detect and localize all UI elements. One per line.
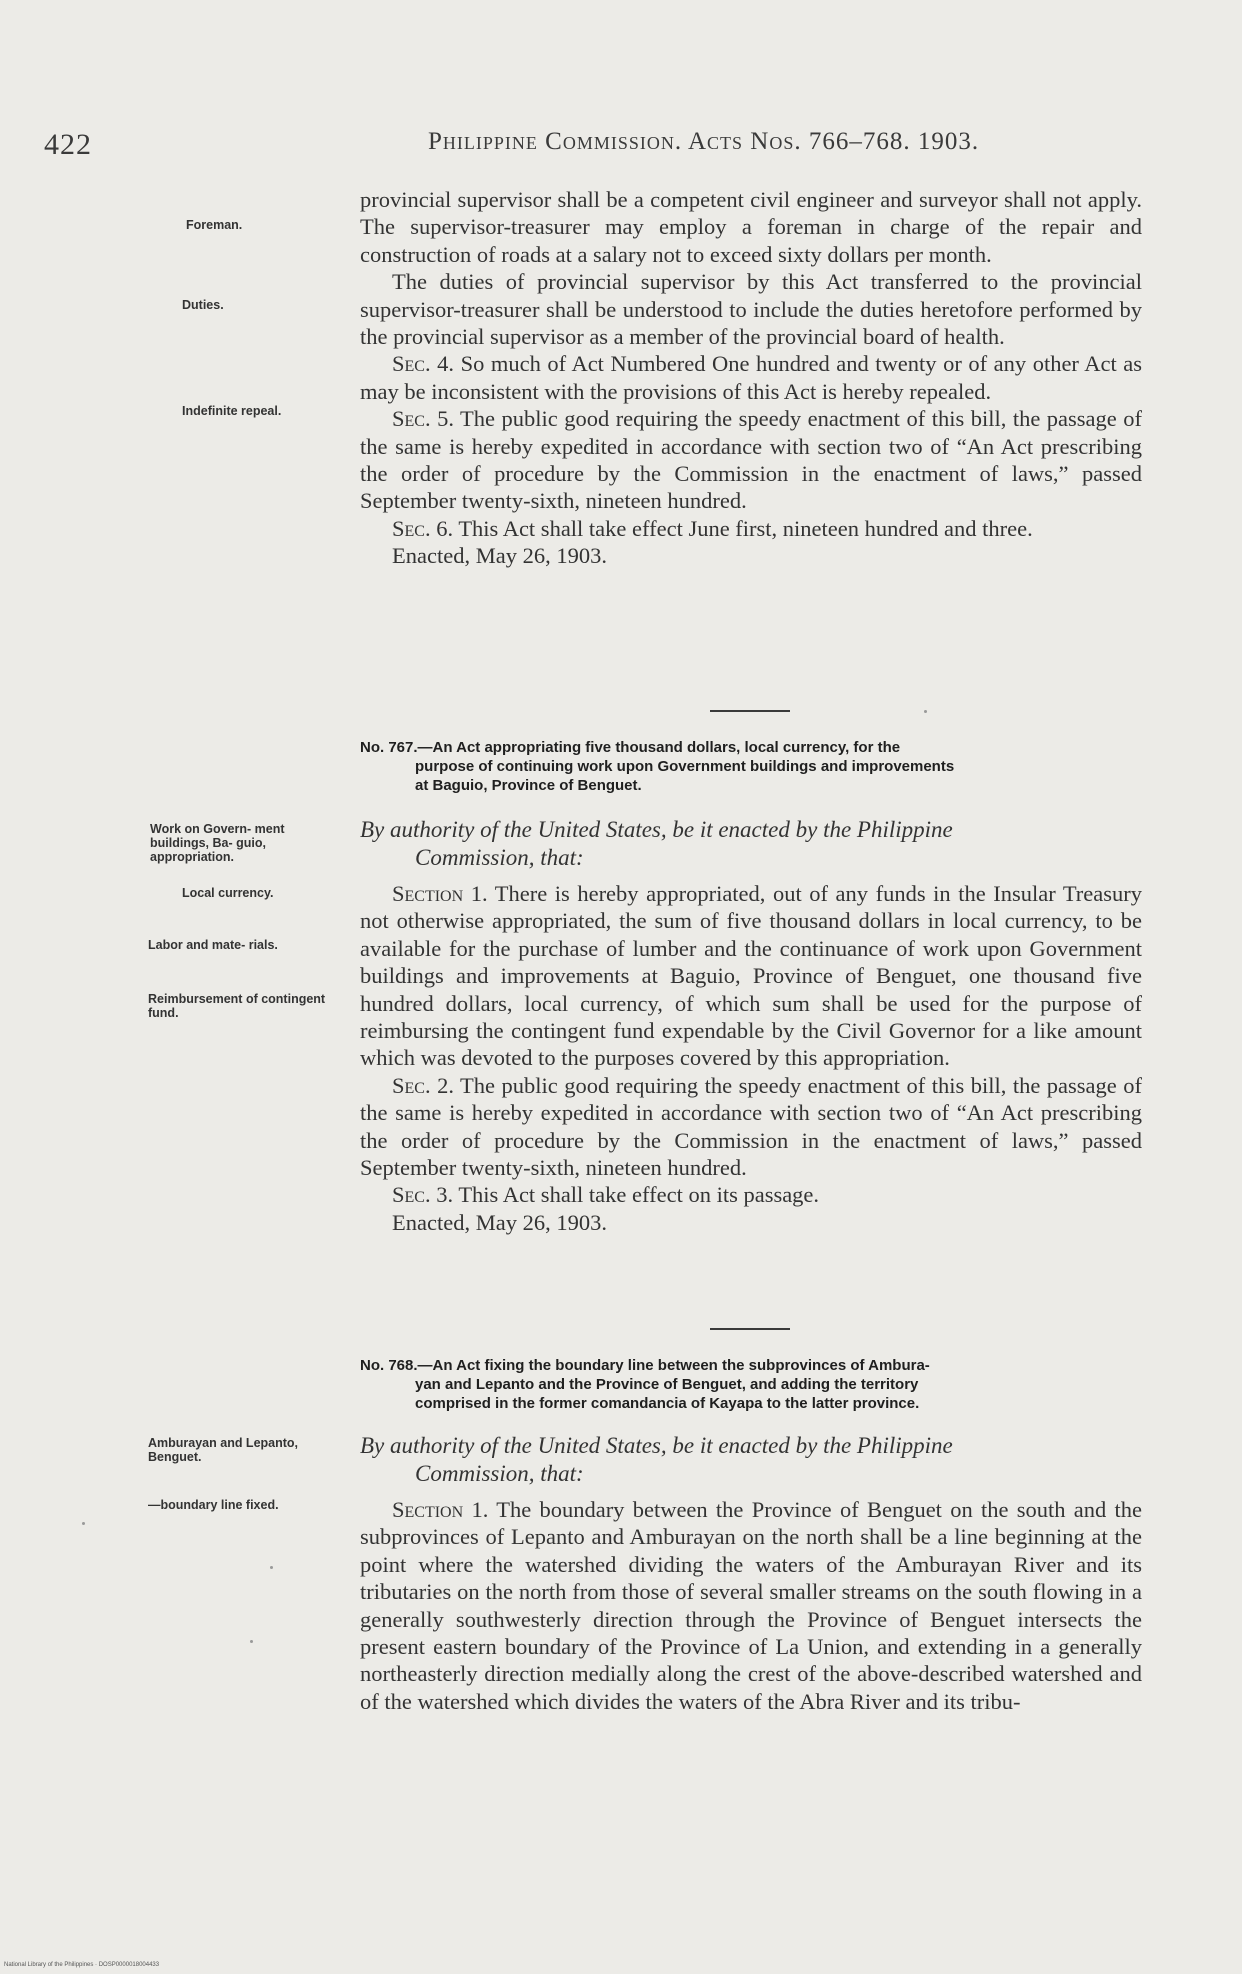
enacting-line-2: Commission, that: <box>415 1461 584 1486</box>
act-767-sec-3 <box>360 1181 1142 1208</box>
sec-label: Sec. 2. <box>392 1072 454 1098</box>
act-767-text <box>360 880 1142 1236</box>
enacting-line-2: Commission, that: <box>415 845 584 870</box>
act-766-para-2: The duties of provincial supervisor by this Act transferred to the provincial supervisor-treasurer shall be understood to include the duties heretofore performed by the provincial supervisor as a member of the provincial board of health. <box>360 269 1142 350</box>
act-766-sec-5 <box>360 405 1142 515</box>
act-767-title <box>360 738 1180 795</box>
act-767-title-line-2: purpose of continuing work upon Government buildings and improvements <box>415 758 955 775</box>
sec-text: This Act shall take effect on its passage. <box>458 1182 820 1208</box>
act-767-sec-2 <box>360 1072 1142 1182</box>
act-768-title-line-1: No. 768.—An Act fixing the boundary line between the subprovinces of Ambura- <box>360 1357 930 1374</box>
scan-credit: National Library of the Philippines · DOSP0000018004433 <box>4 1962 160 1968</box>
act-767-title-line-1: No. 767.—An Act appropriating five thousand dollars, local currency, for the <box>360 739 901 756</box>
act-766-enacted: Enacted, May 26, 1903. <box>392 543 607 569</box>
sec-label: Section 1. <box>392 1497 489 1522</box>
sec-label: Sec. 3. <box>392 1182 454 1208</box>
scan-speck <box>270 1566 273 1569</box>
act-767-enacting-clause <box>360 816 1150 872</box>
sec-label: Sec. 4. <box>392 351 455 377</box>
margin-note-boundary-line: —boundary line fixed. <box>148 1498 279 1512</box>
act-766-sec-6 <box>360 515 1142 542</box>
act-766-text <box>360 186 1142 570</box>
act-768-title <box>360 1356 1180 1413</box>
act-768-title-line-3: comprised in the former comandancia of Kayapa to the latter province. <box>415 1395 920 1412</box>
act-767-title-line-3: at Baguio, Province of Benguet. <box>415 777 642 794</box>
act-767-enacted: Enacted, May 26, 1903. <box>392 1209 607 1235</box>
act-766-sec-4 <box>360 350 1142 405</box>
margin-note-local-currency: Local currency. <box>182 886 274 900</box>
sec-text: The public good requiring the speedy enactment of this bill, the passage of the same is hereby expedited in accordance with section two of “An Act prescribing the order of procedure by the Commission in the enactment of laws,” passed September twenty-sixth, nineteen hundred. <box>360 1072 1142 1181</box>
act-768-text <box>360 1496 1142 1715</box>
scan-speck <box>82 1522 85 1525</box>
margin-note-work-on-buildings: Work on Govern- ment buildings, Ba- guio, appropriation. <box>150 822 285 864</box>
section-divider <box>710 1328 790 1330</box>
act-768-enacting-clause <box>360 1432 1150 1488</box>
sec-label: Section 1. <box>392 881 488 906</box>
sec-text: So much of Act Numbered One hundred and twenty or of any other Act as may be inconsistent with the provisions of this Act is hereby repealed. <box>360 351 1142 404</box>
sec-text: The public good requiring the speedy enactment of this bill, the passage of the same is hereby expedited in accordance with section two of “An Act prescribing the order of procedure by the Commission in the enactment of laws,” passed September twenty-sixth, nineteen hundred. <box>360 406 1142 514</box>
margin-note-amburayan: Amburayan and Lepanto, Benguet. <box>148 1436 299 1464</box>
scan-speck <box>924 710 927 713</box>
act-768-title-line-2: yan and Lepanto and the Province of Benguet, and adding the territory <box>415 1376 919 1393</box>
act-768-sec-1 <box>360 1496 1142 1715</box>
page-number: 422 <box>44 128 92 161</box>
act-767-sec-1 <box>360 880 1142 1072</box>
margin-note-foreman: Foreman. <box>186 218 243 232</box>
margin-note-duties: Duties. <box>182 298 224 312</box>
enacting-line-1: By authority of the United States, be it enacted by the Philippine <box>360 817 953 842</box>
margin-note-reimbursement: Reimbursement of contingent fund. <box>148 992 326 1020</box>
margin-note-indefinite-repeal: Indefinite repeal. <box>182 404 282 418</box>
sec-text: The boundary between the Province of Benguet on the south and the subprovinces of Lepanto and Amburayan on the north shall be a line beginning at the point where the watershed dividing the waters of the Amburayan River and its tributaries on the north from those of several smaller streams on the south flowing in a generally southwesterly direction through the Province of Benguet intersects the present eastern boundary of the Province of La Union, and extending in a generally northeasterly direction medially along the crest of the above-described watershed and of the watershed which divides the waters of the Abra River and its tribu- <box>360 1497 1143 1714</box>
section-divider <box>710 710 790 712</box>
margin-note-labor-materials: Labor and mate- rials. <box>148 938 278 952</box>
sec-text: This Act shall take effect June first, nineteen hundred and three. <box>458 515 1033 541</box>
sec-label: Sec. 5. <box>392 406 454 432</box>
scan-speck <box>250 1640 253 1643</box>
running-header: Philippine Commission. Acts Nos. 766–768. 1903. <box>428 128 980 155</box>
sec-label: Sec. 6. <box>392 515 454 541</box>
enacting-line-1: By authority of the United States, be it enacted by the Philippine <box>360 1433 953 1458</box>
sec-text: There is hereby appropriated, out of any funds in the Insular Treasury not otherwise appropriated, the sum of five thousand dollars in local currency, to be available for the purchase of lumber and the continuance of work upon Government buildings and improvements at Baguio, Province of Benguet, one thousand five hundred dollars, local currency, of which sum shall be used for the purpose of reimbursing the contingent fund expendable by the Civil Governor for a like amount which was devoted to the purposes covered by this appropriation. <box>360 881 1143 1071</box>
act-766-para-1: provincial supervisor shall be a competent civil engineer and surveyor shall not apply. The supervisor-treasurer may employ a foreman in charge of the repair and construction of roads at a salary not to exceed sixty dollars per month. <box>360 187 1142 267</box>
